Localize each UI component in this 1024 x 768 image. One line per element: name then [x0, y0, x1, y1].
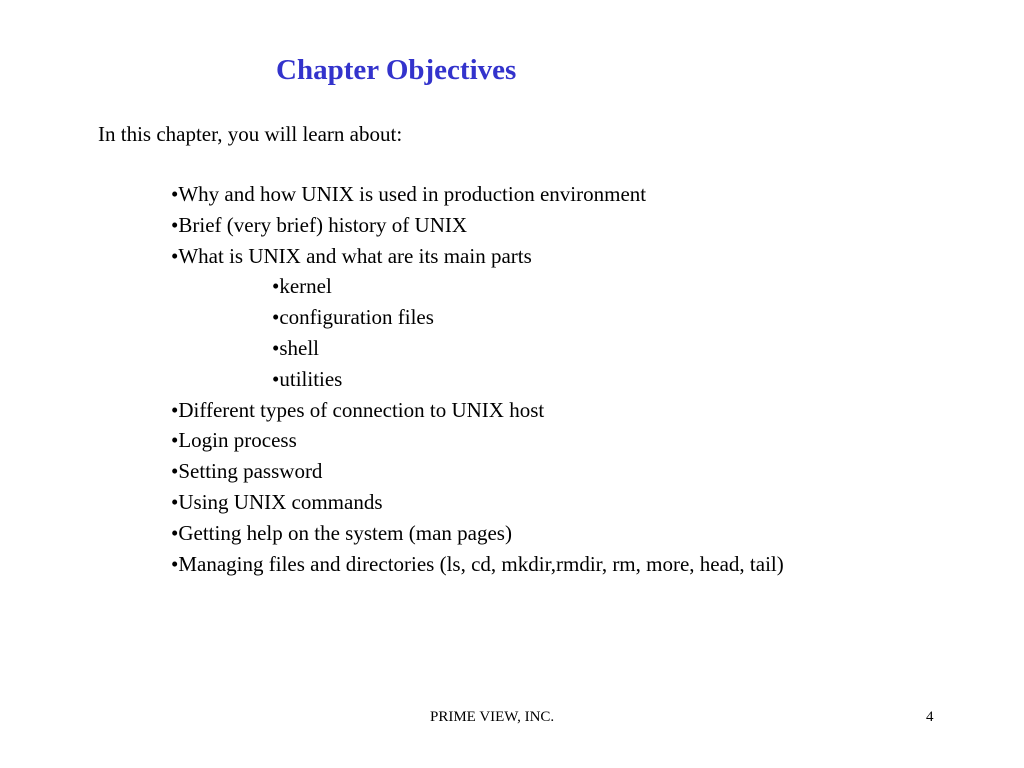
bullet-marker: • [272, 335, 280, 360]
list-item [0, 241, 784, 272]
list-item-text: Brief (very brief) history of UNIX [178, 212, 468, 237]
list-item-text: Different types of connection to UNIX host [178, 397, 545, 422]
list-item-text: Setting password [178, 459, 323, 484]
bullet-marker: • [272, 366, 280, 391]
bullet-marker: • [171, 182, 179, 206]
bullet-marker: • [171, 243, 179, 268]
footer-company: PRIME VIEW, INC. [430, 709, 555, 725]
sub-list-item [0, 302, 784, 333]
bullet-marker: • [171, 397, 179, 422]
objectives-list [0, 179, 784, 579]
list-item [0, 395, 784, 426]
list-item [0, 518, 784, 549]
bullet-marker: • [171, 428, 179, 453]
list-item-text: Login process [178, 428, 297, 453]
list-item-text: Managing files and directories (ls, cd, mkdir,rmdir, rm, more, head, tail) [178, 551, 784, 576]
bullet-marker: • [171, 459, 179, 484]
list-item [0, 210, 784, 241]
sub-list-item [0, 364, 784, 395]
list-item [0, 425, 784, 456]
list-item-text: configuration files [279, 305, 434, 330]
list-item [0, 179, 784, 210]
list-item-text: Why and how UNIX is used in production environment [178, 182, 647, 206]
bullet-marker: • [171, 520, 179, 545]
list-item-text: What is UNIX and what are its main parts [178, 243, 532, 268]
intro-text: In this chapter, you will learn about: [98, 122, 403, 146]
list-item-text: Getting help on the system (man pages) [178, 520, 512, 545]
bullet-marker: • [171, 489, 179, 514]
list-item [0, 549, 784, 580]
list-item-text: utilities [279, 366, 343, 391]
list-item [0, 456, 784, 487]
sub-list-item [0, 333, 784, 364]
bullet-marker: • [272, 274, 280, 299]
bullet-marker: • [171, 551, 179, 576]
slide-title: Chapter Objectives [276, 54, 517, 86]
list-item [0, 487, 784, 518]
page-number: 4 [926, 709, 934, 725]
list-item-text: shell [279, 335, 320, 360]
list-item-text: kernel [279, 274, 332, 299]
list-item-text: Using UNIX commands [178, 489, 383, 514]
bullet-marker: • [272, 305, 280, 330]
bullet-marker: • [171, 212, 179, 237]
sub-list-item [0, 271, 784, 302]
